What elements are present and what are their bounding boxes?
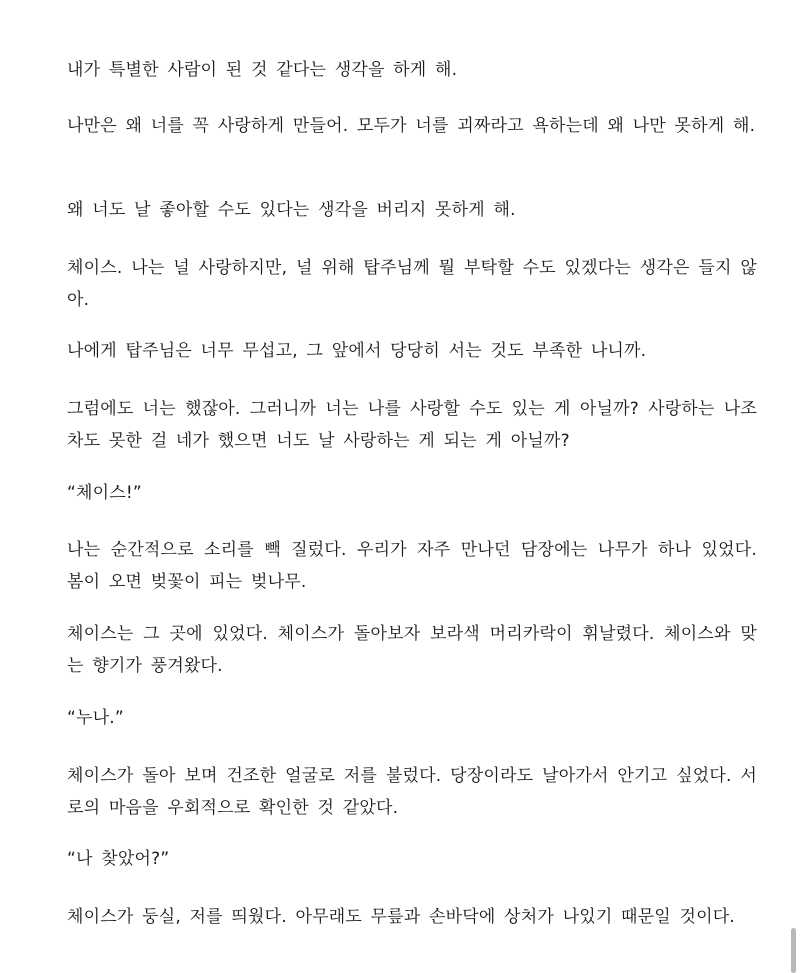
paragraph: 그럼에도 너는 했잖아. 그러니까 너는 나를 사랑할 수도 있는 게 아닐까? 사랑하는 나조차도 못한 걸 네가 했으면 너도 날 사랑하는 게 되는 게 아닐까?: [67, 399, 757, 451]
paragraph: 체이스는 그 곳에 있었다. 체이스가 돌아보자 보라색 머리카락이 휘날렸다. 체이스와 맞는 향기가 풍겨왔다.: [67, 624, 757, 676]
paragraph: 나만은 왜 너를 꼭 사랑하게 만들어. 모두가 너를 괴짜라고 욕하는데 왜 나만 못하게 해.: [67, 116, 756, 136]
paragraph: 내가 특별한 사람이 된 것 같다는 생각을 하게 해.: [67, 60, 458, 80]
document-page: [67, 0, 757, 973]
vertical-scrollbar[interactable]: [786, 0, 800, 973]
quote-paragraph: “체이스!”: [67, 483, 142, 503]
paragraph: 나에게 탑주님은 너무 무섭고, 그 앞에서 당당히 서는 것도 부족한 나니까.: [67, 341, 647, 361]
paragraph: 체이스가 돌아 보며 건조한 얼굴로 저를 불렀다. 당장이라도 날아가서 안기고 싶었다. 서로의 마음을 우회적으로 확인한 것 같았다.: [67, 766, 757, 818]
quote-paragraph: “누나.”: [67, 708, 124, 728]
scrollbar-thumb[interactable]: [791, 928, 796, 973]
paragraph: 왜 너도 날 좋아할 수도 있다는 생각을 버리지 못하게 해.: [67, 200, 516, 220]
paragraph: 체이스가 둥실, 저를 띄웠다. 아무래도 무릎과 손바닥에 상처가 나있기 때문일 것이다.: [67, 907, 735, 927]
quote-paragraph: “나 찾았어?”: [67, 849, 170, 869]
paragraph: 체이스. 나는 널 사랑하지만, 널 위해 탑주님께 뭘 부탁할 수도 있겠다는 생각은 들지 않아.: [67, 258, 757, 310]
paragraph: 나는 순간적으로 소리를 빽 질렀다. 우리가 자주 만나던 담장에는 나무가 하나 있었다. 봄이 오면 벚꽃이 피는 벚나무.: [67, 540, 757, 592]
